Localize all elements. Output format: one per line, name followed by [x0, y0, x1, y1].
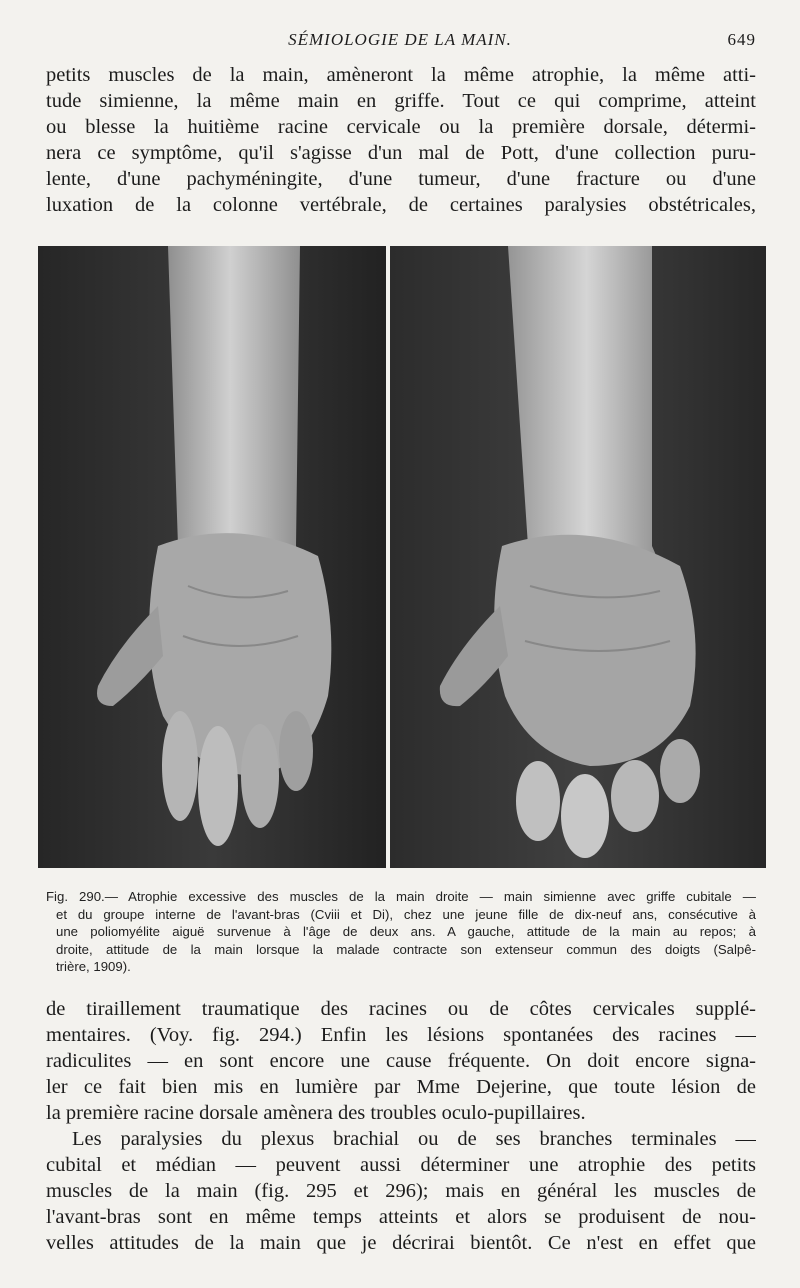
text-line: muscles de la main (fig. 295 et 296); mais en général les muscles de [46, 1180, 756, 1202]
text-line: tude simienne, la même main en griffe. Tout ce qui comprime, atteint [46, 90, 756, 112]
text-line: de tiraillement traumatique des racines ou de côtes cervicales supplé- [46, 998, 756, 1020]
page-number: 649 [727, 30, 756, 49]
top-paragraph [46, 62, 756, 218]
text-line: nera ce symptôme, qu'il s'agisse d'un mal de Pott, d'une collection puru- [46, 142, 756, 164]
text-line: ou blesse la huitième racine cervicale ou la première dorsale, détermi- [46, 116, 756, 138]
caption-line: trière, 1909). [56, 959, 131, 974]
right-hand-photo [390, 246, 766, 868]
hand-at-rest-illustration [38, 246, 386, 868]
running-head [40, 30, 760, 54]
caption-line: et du groupe interne de l'avant-bras (Cviii et Di), chez une jeune fille de dix-neuf ans, consécutive à [56, 906, 756, 922]
text-line: mentaires. (Voy. fig. 294.) Enfin les lésions spontanées des racines — [46, 1024, 756, 1046]
caption-line: Fig. 290.— Atrophie excessive des muscles de la main droite — main simienne avec griffe cubitale — [46, 889, 756, 904]
left-hand-photo [38, 246, 386, 868]
text-line: luxation de la colonne vertébrale, de certaines paralysies obstétricales, [46, 194, 756, 216]
text-line: Les paralysies du plexus brachial ou de ses branches terminales — [72, 1128, 756, 1150]
text-line: velles attitudes de la main que je décrirai bientôt. Ce n'est en effet que [46, 1232, 756, 1254]
bottom-paragraph-2 [46, 1126, 756, 1256]
caption-line: une poliomyélite aiguë survenue à l'âge de deux ans. A gauche, attitude de la main au repos; à [56, 924, 756, 939]
text-line: lente, d'une pachyméningite, d'une tumeur, d'une fracture ou d'une [46, 168, 756, 190]
text-line: petits muscles de la main, amèneront la même atrophie, la même atti- [46, 64, 756, 86]
text-line: radiculites — en sont encore une cause fréquente. On doit encore signa- [46, 1050, 756, 1072]
text-line: cubital et médian — peuvent aussi déterminer une atrophie des petits [46, 1154, 756, 1176]
text-line: ler ce fait bien mis en lumière par Mme Dejerine, que toute lésion de [46, 1076, 756, 1098]
caption-line: droite, attitude de la main lorsque la malade contracte son extenseur commun des doigts (Salpê- [56, 941, 756, 957]
hand-contracted-illustration [390, 246, 766, 868]
figure-290 [38, 246, 766, 868]
text-line: la première racine dorsale amènera des troubles oculo-pupillaires. [46, 1102, 586, 1124]
figure-caption [46, 888, 756, 976]
bottom-paragraph-1 [46, 996, 756, 1126]
text-line: l'avant-bras sont en même temps atteints et alors se produisent de nou- [46, 1206, 756, 1228]
running-title: SÉMIOLOGIE DE LA MAIN. [288, 30, 512, 49]
